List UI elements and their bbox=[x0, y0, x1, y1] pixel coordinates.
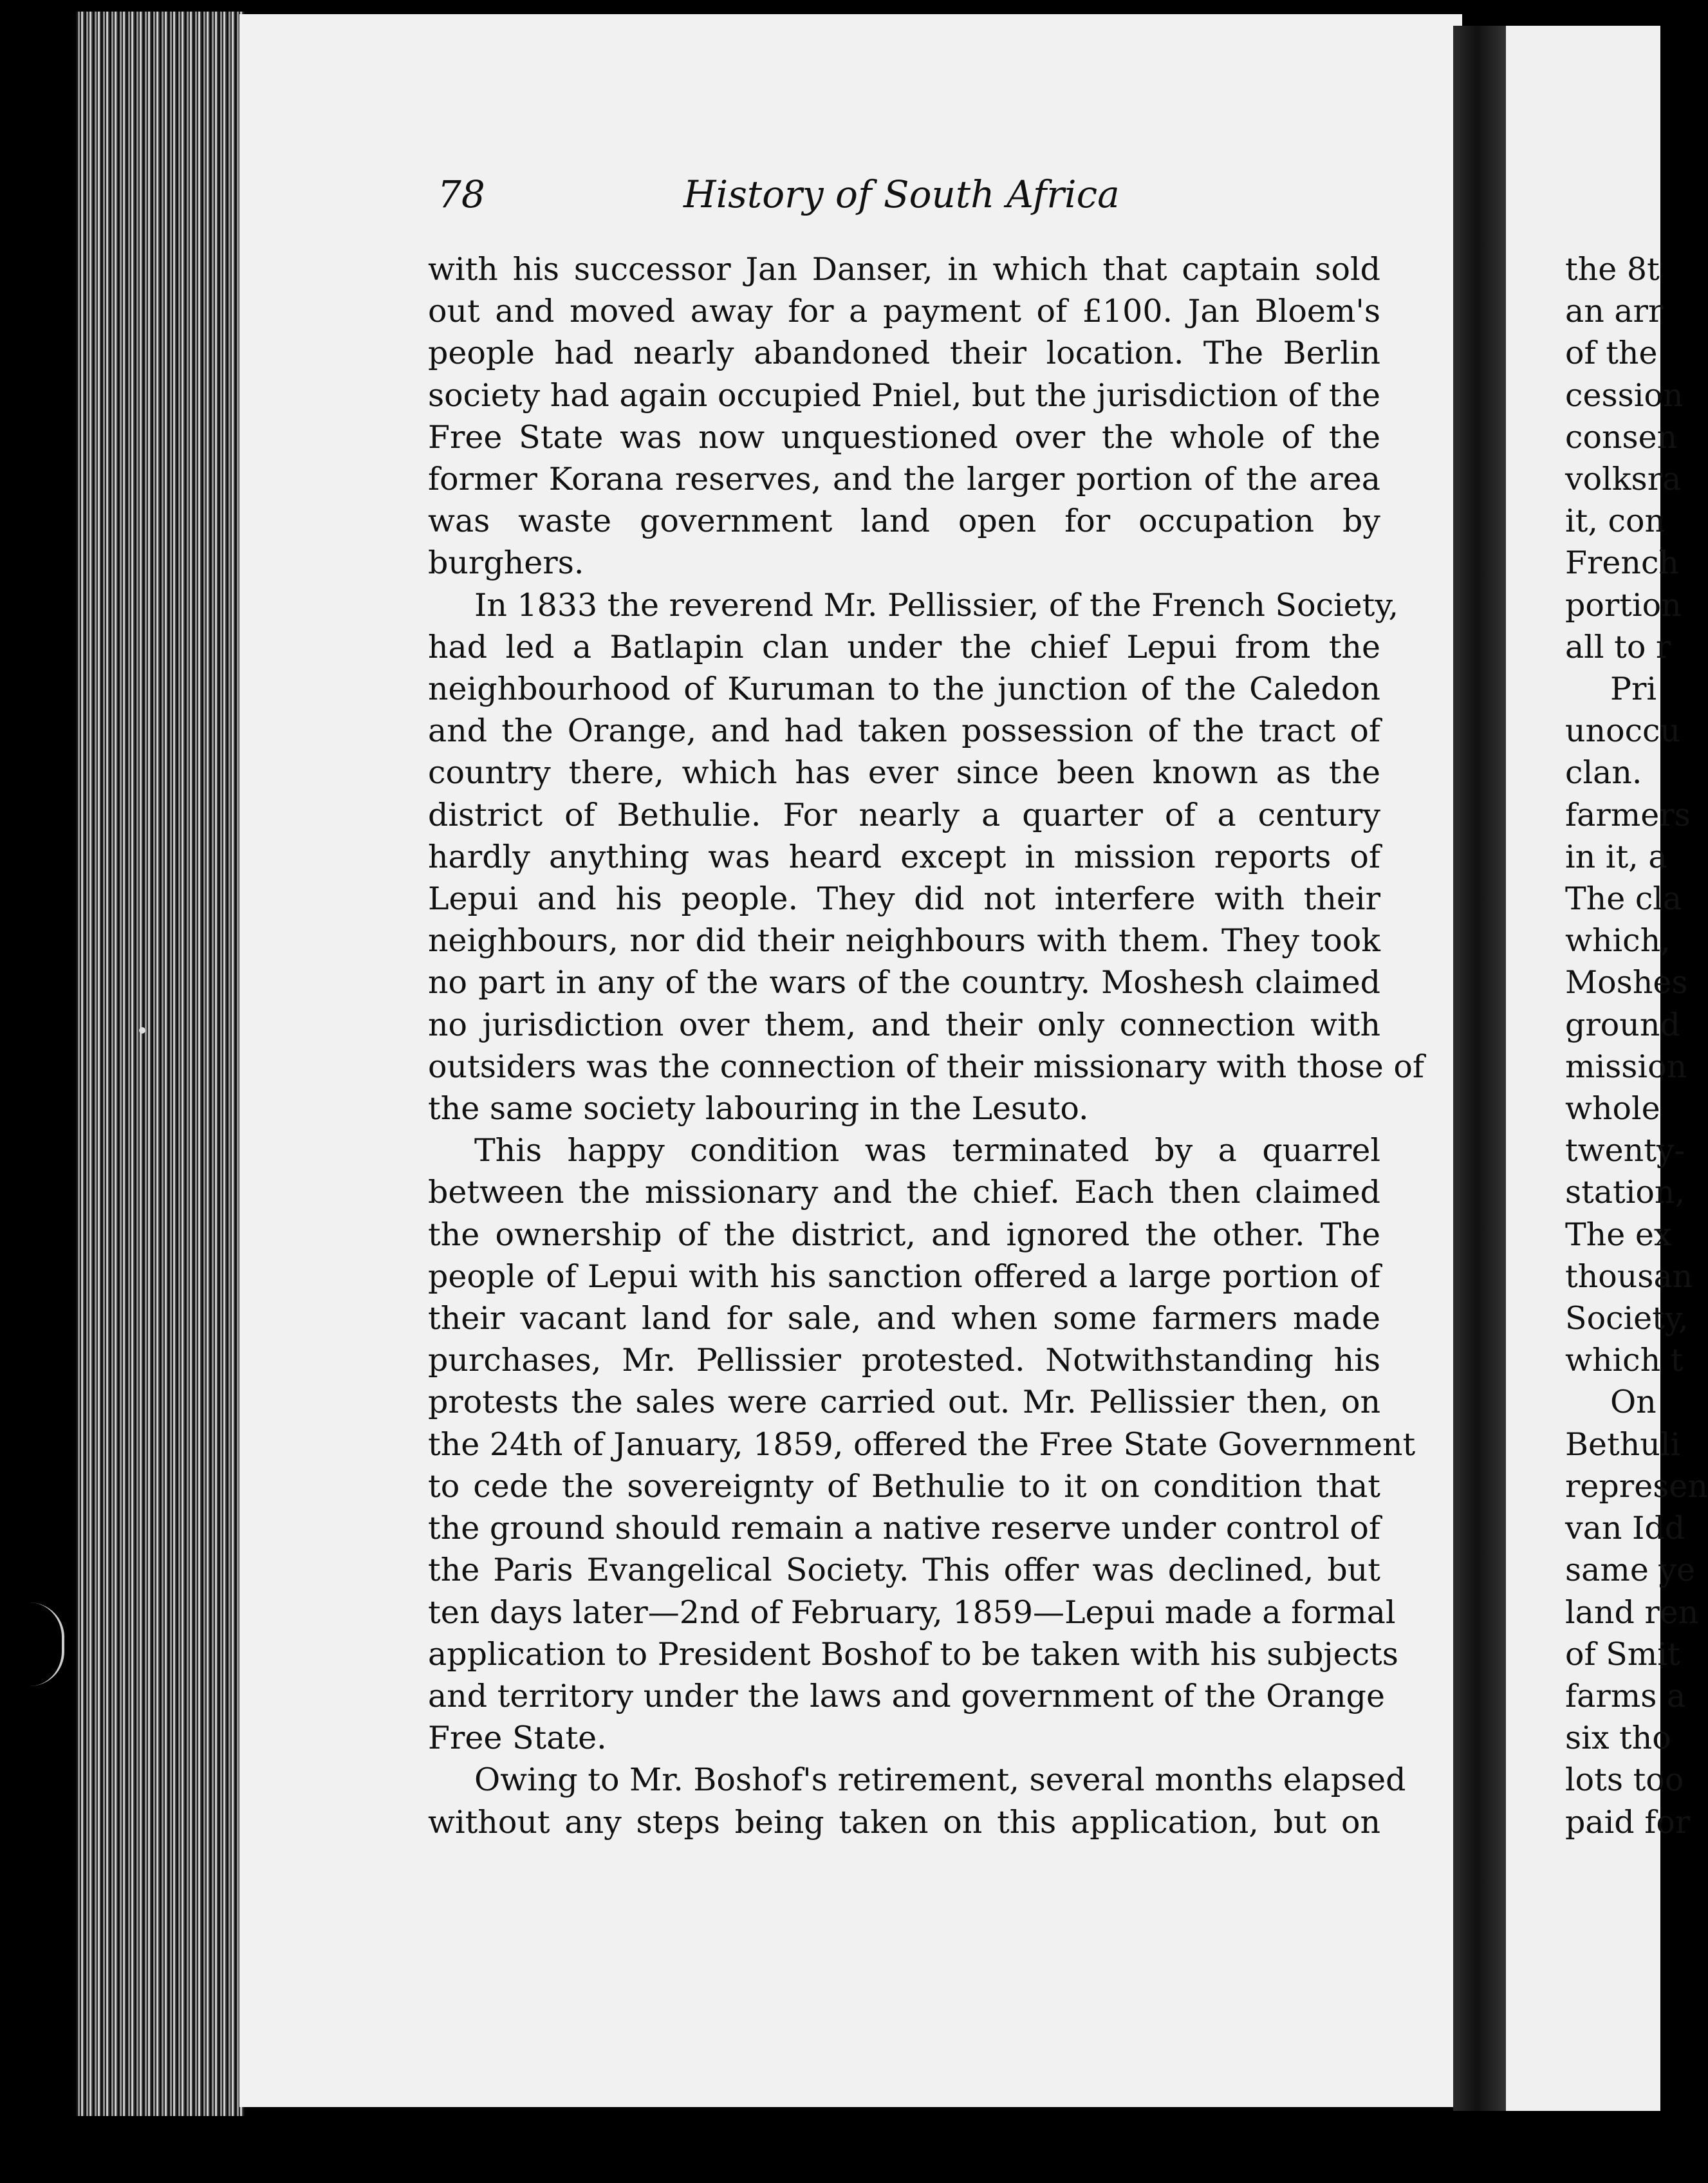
facing-text-line: station, bbox=[1565, 1174, 1685, 1211]
running-title: History of South Africa bbox=[683, 172, 1120, 216]
facing-text-line: French bbox=[1565, 544, 1679, 582]
text-line: In 1833 the reverend Mr. Pellissier, of the French Society, bbox=[474, 586, 1399, 624]
facing-text-line: Bethuli bbox=[1565, 1426, 1681, 1463]
facing-text-line: cession bbox=[1565, 376, 1684, 414]
text-line: Lepui and his people. They did not interfere with their bbox=[428, 880, 1380, 918]
facing-text-line: twenty- bbox=[1565, 1132, 1685, 1169]
text-line: former Korana reserves, and the larger portion of the area bbox=[428, 461, 1380, 498]
facing-text-line: Society, bbox=[1565, 1300, 1689, 1337]
facing-text-line: clan. bbox=[1565, 754, 1642, 792]
scan-artifact bbox=[30, 1602, 64, 1686]
text-line: district of Bethulie. For nearly a quarter of a century bbox=[428, 796, 1380, 833]
text-line: Owing to Mr. Boshof's retirement, several months elapsed bbox=[474, 1761, 1406, 1799]
text-line: the ownership of the district, and ignored the other. The bbox=[428, 1216, 1380, 1253]
facing-text-line: van Idd bbox=[1565, 1510, 1685, 1547]
text-line: Free State was now unquestioned over the whole of the bbox=[428, 418, 1380, 456]
facing-text-line: same ye bbox=[1565, 1552, 1696, 1589]
facing-text-line: ground bbox=[1565, 1006, 1680, 1043]
text-line: the Paris Evangelical Society. This offer was declined, but bbox=[428, 1552, 1380, 1589]
facing-text-line: which, bbox=[1565, 922, 1671, 960]
facing-text-line: paid for bbox=[1565, 1803, 1691, 1841]
text-line: outsiders was the connection of their missionary with those of bbox=[428, 1048, 1424, 1085]
text-line: and territory under the laws and government of the Orange bbox=[428, 1677, 1385, 1714]
book-spine bbox=[1453, 26, 1512, 2111]
facing-text-line: Moshes bbox=[1565, 964, 1688, 1001]
facing-page-text bbox=[1565, 248, 1708, 1843]
facing-text-line: which t bbox=[1565, 1342, 1684, 1379]
facing-text-line: consen bbox=[1565, 418, 1678, 456]
text-line: between the missionary and the chief. Each then claimed bbox=[428, 1174, 1380, 1211]
text-line: protests the sales were carried out. Mr. Pellissier then, on bbox=[428, 1384, 1380, 1421]
text-line: to cede the sovereignty of Bethulie to it on condition that bbox=[428, 1467, 1380, 1505]
facing-text-line: lots too bbox=[1565, 1761, 1684, 1799]
text-line: without any steps being taken on this application, but on bbox=[428, 1803, 1380, 1841]
facing-text-line: land ren bbox=[1565, 1593, 1699, 1631]
text-line: purchases, Mr. Pellissier protested. Notwithstanding his bbox=[428, 1342, 1380, 1379]
page-header bbox=[438, 172, 1165, 224]
text-line: the ground should remain a native reserve under control of bbox=[428, 1510, 1380, 1547]
page-number: 78 bbox=[438, 172, 485, 216]
facing-text-line: an arr bbox=[1565, 293, 1664, 330]
main-text-column bbox=[428, 248, 1424, 1843]
facing-text-line: farmers bbox=[1565, 796, 1691, 833]
facing-text-line: The cla bbox=[1565, 880, 1682, 918]
text-line: and the Orange, and had taken possession of the tract of bbox=[428, 712, 1380, 750]
text-line: neighbours, nor did their neighbours with them. They took bbox=[428, 922, 1380, 960]
facing-text-line: On bbox=[1610, 1384, 1657, 1421]
text-line: had led a Batlapin clan under the chief Lepui from the bbox=[428, 628, 1380, 665]
facing-text-line: the 8t bbox=[1565, 251, 1660, 288]
text-line: out and moved away for a payment of £100. Jan Bloem's bbox=[428, 293, 1380, 330]
text-line: people of Lepui with his sanction offered a large portion of bbox=[428, 1258, 1380, 1295]
text-line: the 24th of January, 1859, offered the Free State Government bbox=[428, 1426, 1416, 1463]
text-line: people had nearly abandoned their location. The Berlin bbox=[428, 335, 1380, 372]
text-line: society had again occupied Pniel, but the jurisdiction of the bbox=[428, 376, 1380, 414]
facing-text-line: The ex bbox=[1565, 1216, 1672, 1253]
facing-text-line: unoccu bbox=[1565, 712, 1681, 750]
text-line: was waste government land open for occupation by bbox=[428, 503, 1380, 540]
scan-speck bbox=[139, 1027, 145, 1034]
text-line: ten days later—2nd of February, 1859—Lepui made a formal bbox=[428, 1593, 1396, 1631]
facing-text-line: of the bbox=[1565, 335, 1658, 372]
facing-text-line: of Smit bbox=[1565, 1635, 1680, 1673]
text-line: no part in any of the wars of the country. Moshesh claimed bbox=[428, 964, 1380, 1001]
page-edges bbox=[76, 12, 245, 2116]
text-line: Free State. bbox=[428, 1720, 607, 1757]
text-line: This happy condition was terminated by a quarrel bbox=[474, 1132, 1380, 1169]
facing-text-line: in it, a bbox=[1565, 838, 1667, 875]
text-line: the same society labouring in the Lesuto. bbox=[428, 1090, 1089, 1128]
text-line: application to President Boshof to be taken with his subjects bbox=[428, 1635, 1398, 1673]
text-line: country there, which has ever since been known as the bbox=[428, 754, 1380, 792]
text-line: neighbourhood of Kuruman to the junction of the Caledon bbox=[428, 671, 1380, 708]
facing-text-line: whole bbox=[1565, 1090, 1660, 1128]
text-line: their vacant land for sale, and when some farmers made bbox=[428, 1300, 1380, 1337]
text-line: hardly anything was heard except in mission reports of bbox=[428, 838, 1380, 875]
facing-text-line: volksra bbox=[1565, 461, 1682, 498]
facing-text-line: mission bbox=[1565, 1048, 1687, 1085]
facing-text-line: all to r bbox=[1565, 628, 1671, 665]
facing-text-line: thousan bbox=[1565, 1258, 1693, 1295]
text-line: with his successor Jan Danser, in which that captain sold bbox=[428, 251, 1380, 288]
text-line: no jurisdiction over them, and their only connection with bbox=[428, 1006, 1380, 1043]
text-line: burghers. bbox=[428, 544, 584, 582]
facing-text-line: six tho bbox=[1565, 1720, 1671, 1757]
facing-text-line: Pri bbox=[1610, 671, 1657, 708]
facing-text-line: it, con bbox=[1565, 503, 1666, 540]
facing-text-line: farms a bbox=[1565, 1677, 1686, 1714]
facing-text-line: portion bbox=[1565, 586, 1682, 624]
facing-text-line: represen bbox=[1565, 1467, 1708, 1505]
